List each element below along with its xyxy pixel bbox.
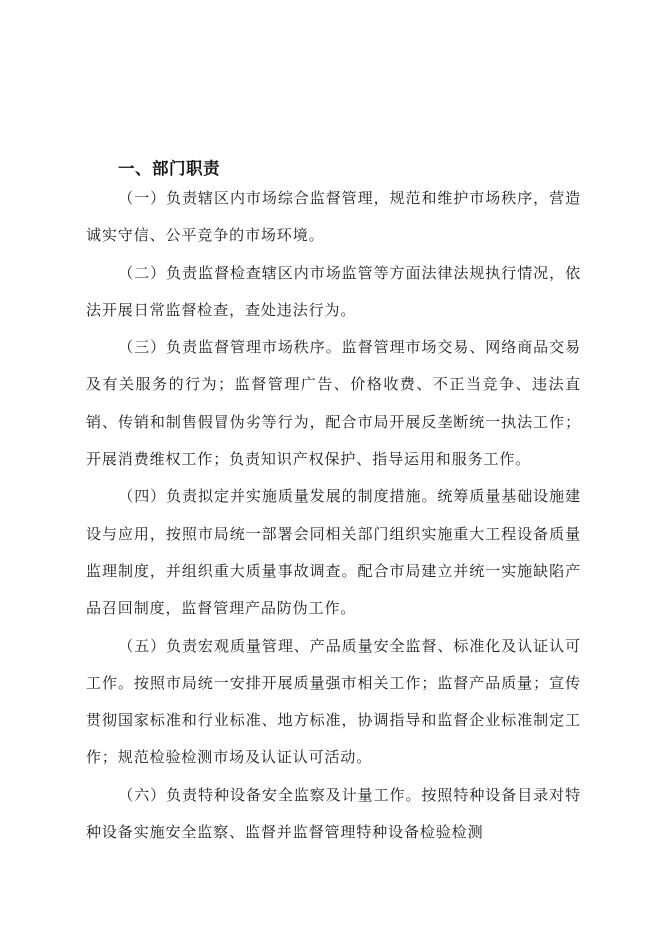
- paragraph-1: （一）负责辖区内市场综合监督管理，规范和维护市场秩序，营造诚实守信、公平竞争的市场环境。: [86, 189, 581, 245]
- section-heading: 一、部门职责: [118, 159, 220, 178]
- paragraph-3: （三）负责监督管理市场秩序。监督管理市场交易、网络商品交易及有关服务的行为；监督管理广告、价格收费、不正当竞争、违法直销、传销和制售假冒伪劣等行为，配合市局开展反垄断统一执法工作；开展消费维权工作；负责知识产权保护、指导运用和服务工作。: [86, 338, 581, 469]
- paragraph-6: （六）负责特种设备安全监察及计量工作。按照特种设备目录对特种设备实施安全监察、监督并监督管理特种设备检验检测: [86, 785, 581, 842]
- section-body: [86, 180, 581, 851]
- paragraph-5: （五）负责宏观质量管理、产品质量安全监督、标准化及认证认可工作。按照市局统一安排开展质量强市相关工作；监督产品质量；宣传贯彻国家标准和行业标准、地方标准，协调指导和监督企业标准制定工作；规范检验检测市场及认证认可活动。: [86, 636, 581, 767]
- paragraph-4: （四）负责拟定并实施质量发展的制度措施。统筹质量基础设施建设与应用，按照市局统一部署会同相关部门组织实施重大工程设备质量监理制度，并组织重大质量事故调查。配合市局建立并统一实施缺陷产品召回制度，监督管理产品防伪工作。: [86, 487, 581, 618]
- paragraph-2: （二）负责监督检查辖区内市场监管等方面法律法规执行情况，依法开展日常监督检查，查处违法行为。: [86, 263, 581, 319]
